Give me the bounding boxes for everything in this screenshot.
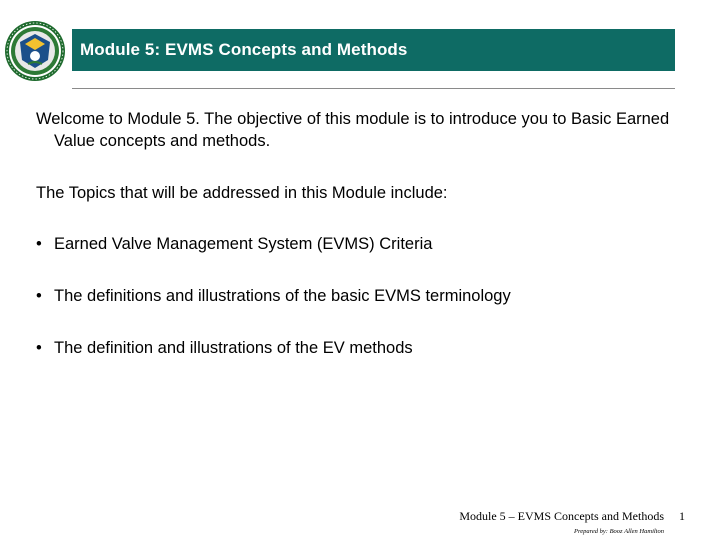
topics-list <box>36 233 686 359</box>
footer-module-label: Module 5 – EVMS Concepts and Methods <box>459 509 664 523</box>
topics-intro: The Topics that will be addressed in this Module include: <box>36 184 448 202</box>
page-number: 1 <box>679 509 685 523</box>
footer-credit: Prepared by: Booz Allen Hamilton <box>573 528 664 535</box>
bullet-icon: • <box>36 339 42 357</box>
list-item <box>36 233 686 255</box>
bullet-icon: • <box>36 287 42 305</box>
title-divider <box>72 88 675 89</box>
list-item <box>36 337 686 359</box>
list-item-text: Earned Valve Management System (EVMS) Criteria <box>54 235 433 253</box>
title-bar <box>72 29 675 71</box>
page-title: Module 5: EVMS Concepts and Methods <box>80 40 408 59</box>
slide-content <box>36 108 686 389</box>
intro-paragraph: Welcome to Module 5. The objective of this module is to introduce you to Basic Earned Value concepts and methods. <box>36 110 670 150</box>
bullet-icon: • <box>36 235 42 253</box>
list-item-text: The definition and illustrations of the EV methods <box>54 339 413 357</box>
list-item <box>36 285 686 307</box>
doe-seal-icon <box>4 20 66 82</box>
list-item-text: The definitions and illustrations of the basic EVMS terminology <box>54 287 511 305</box>
